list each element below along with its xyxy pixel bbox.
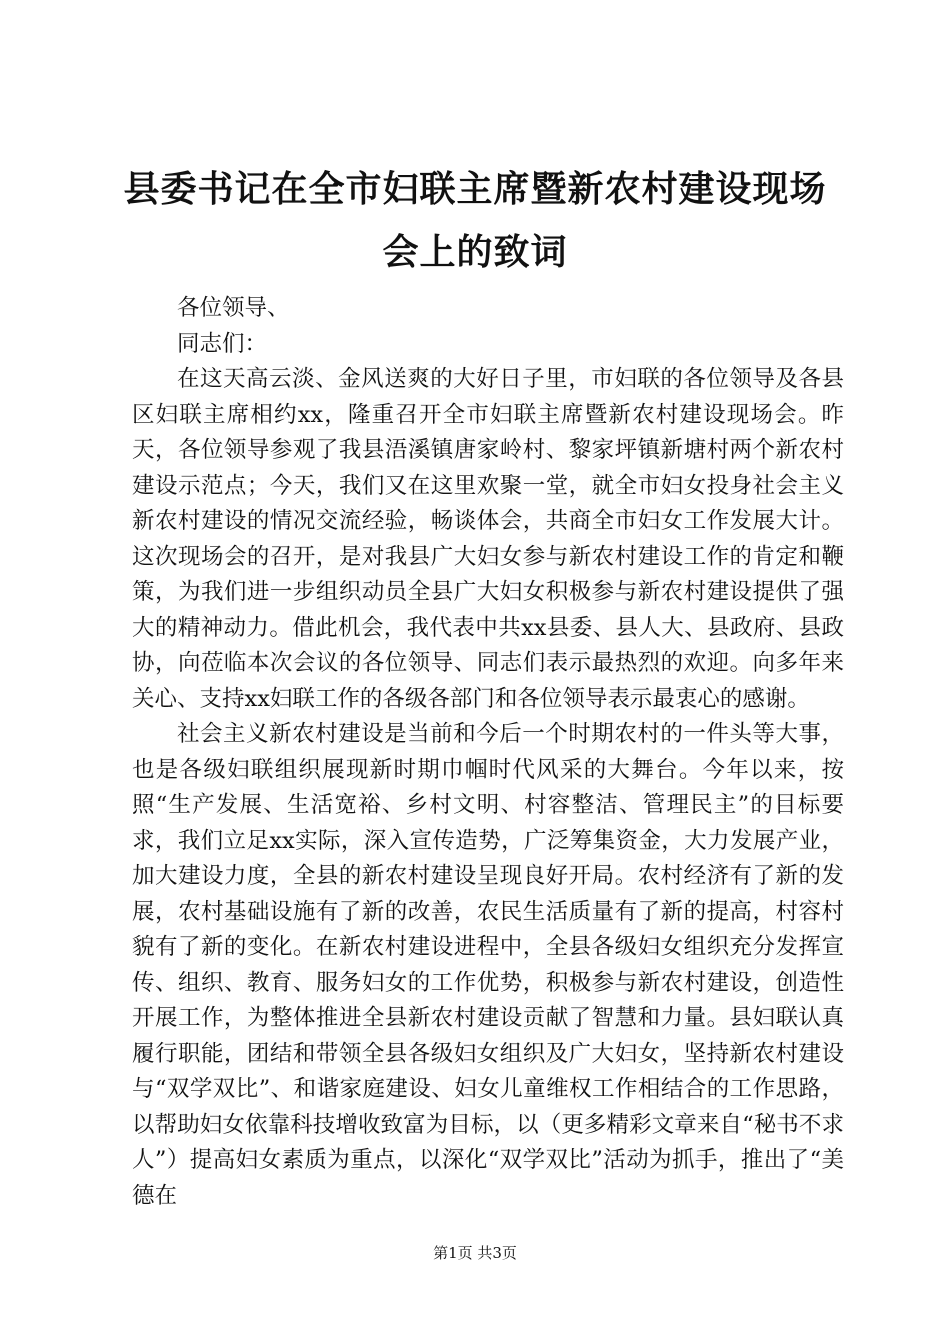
page-number: 第1页 共3页 bbox=[433, 1244, 517, 1262]
salutation-leaders: 各位领导、 bbox=[177, 295, 290, 321]
document-title: 县委书记在全市妇联主席暨新农村建设现场会上的致词 bbox=[123, 168, 827, 273]
paragraph-welcome: 在这天高云淡、金风送爽的大好日子里，市妇联的各位领导及各县区妇联主席相约xx，隆重召开全市妇联主席暨新农村建设现场会。昨天，各位领导参观了我县浯溪镇唐家岭村、黎家坪镇新塘村两个新农村建设示范点；今天，我们又在这里欢聚一堂，就全市妇女投身社会主义新农村建设的情况交流经验，畅谈体会，共商全市妇女工作发展大计。这次现场会的召开，是对我县广大妇女参与新农村建设工作的肯定和鞭策，为我们进一步组织动员全县广大妇女积极参与新农村建设提供了强大的精神动力。借此机会，我代表中共xx县委、县人大、县政府、县政协，向莅临本次会议的各位领导、同志们表示最热烈的欢迎。向多年来关心、支持xx妇联工作的各级各部门和各位领导表示最衷心的感谢。 bbox=[132, 366, 844, 712]
paragraph-new-countryside: 社会主义新农村建设是当前和今后一个时期农村的一件头等大事，也是各级妇联组织展现新时期巾帼时代风采的大舞台。今年以来，按照“生产发展、生活宽裕、乡村文明、村容整洁、管理民主”的目标要求，我们立足xx实际，深入宣传造势，广泛筹集资金，大力发展产业，加大建设力度，全县的新农村建设呈现良好开局。农村经济有了新的发展，农村基础设施有了新的改善，农民生活质量有了新的提高，村容村貌有了新的变化。在新农村建设进程中，全县各级妇女组织充分发挥宣传、组织、教育、服务妇女的工作优势，积极参与新农村建设，创造性开展工作，为整体推进全县新农村建设贡献了智慧和力量。县妇联认真履行职能，团结和带领全县各级妇女组织及广大妇女，坚持新农村建设与“双学双比”、和谐家庭建设、妇女儿童维权工作相结合的工作思路，以帮助妇女依靠科技增收致富为目标，以（更多精彩文章来自“秘书不求人”）提高妇女素质为重点，以深化“双学双比”活动为抓手，推出了“美德在 bbox=[132, 721, 844, 1209]
document-body bbox=[132, 291, 844, 1214]
salutation-comrades: 同志们： bbox=[177, 330, 268, 357]
